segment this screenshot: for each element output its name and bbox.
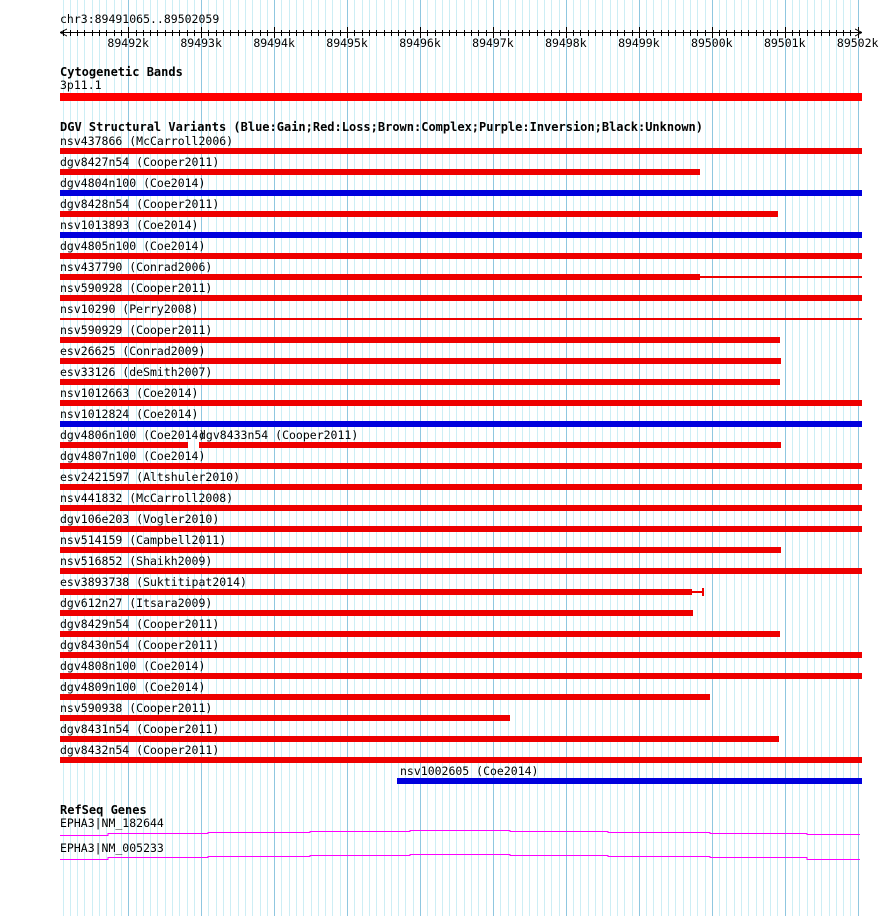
variant-label[interactable]: nsv1002605 (Coe2014) bbox=[400, 764, 539, 778]
variant-label[interactable]: nsv514159 (Campbell2011) bbox=[60, 533, 227, 547]
variant-bar[interactable] bbox=[60, 736, 779, 742]
variant-bar[interactable] bbox=[60, 463, 862, 469]
variant-bar[interactable] bbox=[60, 694, 710, 700]
axis-tick-label: 89498k bbox=[545, 36, 587, 50]
section-title-refseq: RefSeq Genes bbox=[60, 803, 147, 817]
variant-label[interactable]: esv26625 (Conrad2009) bbox=[60, 344, 206, 358]
variant-bar[interactable] bbox=[60, 190, 862, 196]
variant-label[interactable]: dgv4808n100 (Coe2014) bbox=[60, 659, 206, 673]
variant-bar[interactable] bbox=[60, 358, 781, 364]
variant-label[interactable]: dgv8433n54 (Cooper2011) bbox=[199, 428, 359, 442]
variant-label[interactable]: dgv4806n100 (Coe2014) bbox=[60, 428, 206, 442]
axis-tick-label: 89497k bbox=[472, 36, 514, 50]
axis-tick-label: 89496k bbox=[399, 36, 441, 50]
variant-label[interactable]: dgv8430n54 (Cooper2011) bbox=[60, 638, 220, 652]
variant-bar[interactable] bbox=[60, 505, 862, 511]
variant-bar[interactable] bbox=[60, 484, 862, 490]
variant-label[interactable]: nsv441832 (McCarroll2008) bbox=[60, 491, 234, 505]
variant-label[interactable]: nsv437866 (McCarroll2006) bbox=[60, 134, 234, 148]
variant-bar[interactable] bbox=[60, 318, 862, 320]
variant-bar[interactable] bbox=[397, 778, 862, 784]
axis-tick-label: 89495k bbox=[326, 36, 368, 50]
variant-label[interactable]: nsv1012663 (Coe2014) bbox=[60, 386, 199, 400]
axis-tick-label: 89501k bbox=[763, 36, 806, 50]
variant-label[interactable]: nsv590928 (Cooper2011) bbox=[60, 281, 213, 295]
variant-bar[interactable] bbox=[60, 673, 862, 679]
section-title-cytobands: Cytogenetic Bands bbox=[60, 65, 183, 79]
variant-label[interactable]: nsv1012824 (Coe2014) bbox=[60, 407, 199, 421]
variant-label[interactable]: nsv516852 (Shaikh2009) bbox=[60, 554, 213, 568]
variant-label[interactable]: esv3893738 (Suktitipat2014) bbox=[60, 575, 247, 589]
variant-label[interactable]: esv2421597 (Altshuler2010) bbox=[60, 470, 241, 484]
cytoband-label: 3p11.1 bbox=[60, 78, 102, 92]
variant-bar[interactable] bbox=[60, 589, 692, 595]
variant-bar[interactable] bbox=[60, 274, 700, 280]
variant-label[interactable]: nsv10290 (Perry2008) bbox=[60, 302, 199, 316]
variant-bar[interactable] bbox=[60, 253, 862, 259]
cytoband-bar[interactable] bbox=[60, 93, 862, 101]
variant-label[interactable]: dgv4807n100 (Coe2014) bbox=[60, 449, 206, 463]
variant-bar[interactable] bbox=[60, 337, 780, 343]
axis-tick-label: 89500k bbox=[691, 36, 733, 50]
axis-tick-label: 89492k bbox=[107, 36, 149, 50]
variant-whisker-cap bbox=[702, 588, 704, 596]
variant-label[interactable]: dgv8429n54 (Cooper2011) bbox=[60, 617, 220, 631]
variant-bar[interactable] bbox=[60, 526, 862, 532]
variant-label[interactable]: dgv106e203 (Vogler2010) bbox=[60, 512, 220, 526]
variant-bar[interactable] bbox=[60, 169, 700, 175]
axis-tick-label: 89499k bbox=[618, 36, 660, 50]
variant-label[interactable]: dgv8428n54 (Cooper2011) bbox=[60, 197, 220, 211]
variant-bar[interactable] bbox=[60, 232, 862, 238]
variant-label[interactable]: dgv612n27 (Itsara2009) bbox=[60, 596, 213, 610]
variant-label[interactable]: esv33126 (deSmith2007) bbox=[60, 365, 213, 379]
variant-bar[interactable] bbox=[60, 148, 862, 154]
variant-label[interactable]: dgv4809n100 (Coe2014) bbox=[60, 680, 206, 694]
variant-bar[interactable] bbox=[60, 610, 693, 616]
variant-label[interactable]: nsv590938 (Cooper2011) bbox=[60, 701, 213, 715]
variant-bar[interactable] bbox=[60, 568, 862, 574]
variant-bar[interactable] bbox=[60, 442, 188, 448]
variant-label[interactable]: dgv8432n54 (Cooper2011) bbox=[60, 743, 220, 757]
variant-bar[interactable] bbox=[60, 379, 780, 385]
variant-label[interactable]: nsv1013893 (Coe2014) bbox=[60, 218, 199, 232]
variant-bar[interactable] bbox=[60, 652, 862, 658]
axis-tick-label: 89502k bbox=[836, 36, 879, 50]
variant-bar[interactable] bbox=[60, 211, 778, 217]
variant-label[interactable]: dgv4805n100 (Coe2014) bbox=[60, 239, 206, 253]
variant-bar[interactable] bbox=[60, 295, 862, 301]
variant-range-line bbox=[700, 276, 862, 278]
variant-bar[interactable] bbox=[60, 757, 862, 763]
section-title-dgv: DGV Structural Variants (Blue:Gain;Red:Loss;Brown:Complex;Purple:Inversion;Black:Unknown) bbox=[60, 120, 703, 134]
variant-bar[interactable] bbox=[60, 715, 510, 721]
axis-tick-label: 89494k bbox=[253, 36, 295, 50]
variant-bar[interactable] bbox=[60, 631, 780, 637]
variant-label[interactable]: nsv590929 (Cooper2011) bbox=[60, 323, 213, 337]
variant-bar[interactable] bbox=[60, 547, 781, 553]
variant-bar[interactable] bbox=[60, 421, 862, 427]
variant-label[interactable]: dgv4804n100 (Coe2014) bbox=[60, 176, 206, 190]
variant-bar[interactable] bbox=[199, 442, 781, 448]
variant-label[interactable]: dgv8427n54 (Cooper2011) bbox=[60, 155, 220, 169]
variant-label[interactable]: nsv437790 (Conrad2006) bbox=[60, 260, 213, 274]
variant-bar[interactable] bbox=[60, 400, 862, 406]
region-title: chr3:89491065..89502059 bbox=[60, 12, 220, 26]
gene-label[interactable]: EPHA3|NM_182644 bbox=[60, 816, 164, 830]
gene-label[interactable]: EPHA3|NM_005233 bbox=[60, 841, 164, 855]
variant-label[interactable]: dgv8431n54 (Cooper2011) bbox=[60, 722, 220, 736]
axis-tick-label: 89493k bbox=[180, 36, 222, 50]
